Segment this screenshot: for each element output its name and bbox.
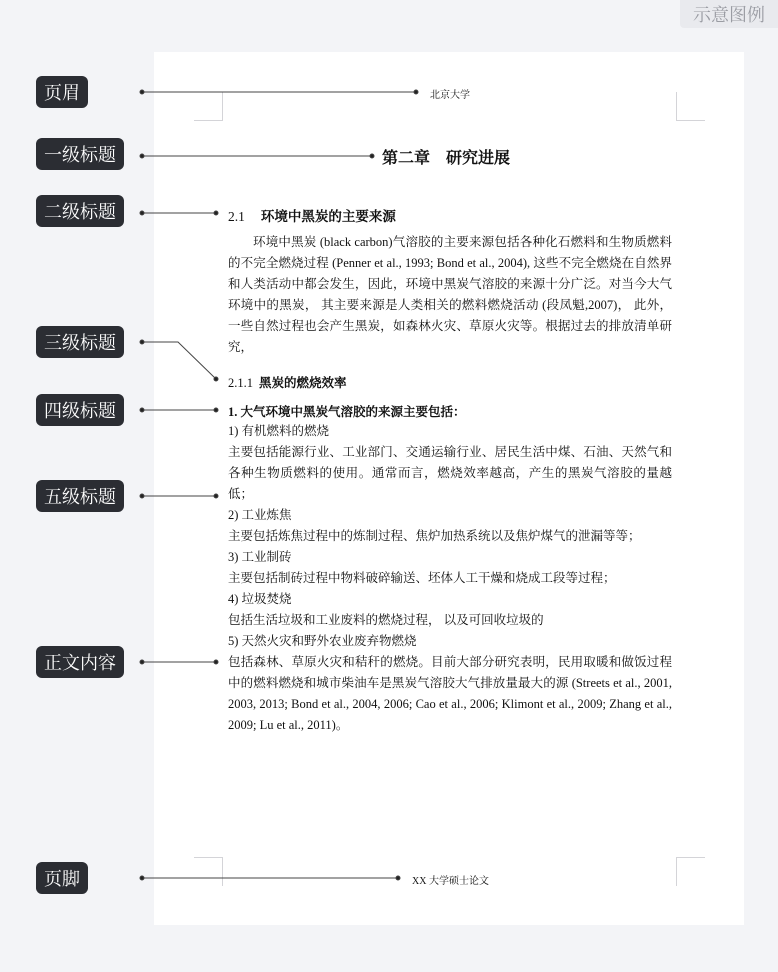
subsection-number: 2.1.1 [228,376,253,390]
list-item-desc: 主要包括炼焦过程中的炼制过程、焦炉加热系统以及焦炉煤气的泄漏等等； [228,529,641,543]
intro-paragraph: 环境中黑炭 (black carbon)气溶胶的主要来源包括各种化石燃料和生物质燃料的不完全燃烧过程 (Penner et al., 1993; Bond et al., 2004), 这些不完全燃烧在自然界和人类活动中都会发生，因此，环境中黑炭气溶胶的来源十分广泛。对当今大气环境中的黑炭， 其主要来源是人类相关的燃料燃烧活动 (段凤魁,2007)， 此外，一些自然过程也会产生黑炭，如森林火灾、草原火灾等。根据过去的排放清单研究， [228,235,672,354]
list-item-title: 2) 工业炼焦 [228,508,292,522]
section-number: 2.1 [228,209,245,224]
subsection-heading [228,373,347,391]
page-header-text: 北京大学 [430,90,470,101]
leader-h3 [142,342,216,379]
h4-heading: 1. 大气环境中黑炭气溶胶的来源主要包括： [228,405,466,419]
section-heading [228,205,396,225]
label-h2: 二级标题 [36,195,124,227]
list-item-desc: 主要包括制砖过程中物料破碎输送、坯体人工干燥和烧成工段等过程； [228,571,616,585]
legend-tag: 示意图例 [680,0,778,28]
list-item-desc: 包括森林、草原火灾和秸秆的燃烧。目前大部分研究表明，民用取暖和做饭过程中的燃料燃烧和城市柴油车是黑炭气溶胶大气排放量最大的源 (Streets et al., 2001, 2003, 2013; Bond et al., 2004, 2006; Cao et al., 2006; Klimont et al., 2009; Zhang et al., 2009; Lu et al., 2011)。 [228,655,672,732]
list-item-desc: 主要包括能源行业、工业部门、交通运输行业、居民生活中煤、石油、天然气和各种生物质燃料的使用。通常而言，燃烧效率越高，产生的黑炭气溶胶的量越低； [228,445,672,501]
page-footer-text: XX 大学硕士论文 [412,876,489,887]
items-list [228,421,672,736]
list-item-title: 5) 天然火灾和野外农业废弃物燃烧 [228,634,417,648]
list-item-title: 1) 有机燃料的燃烧 [228,424,330,438]
label-h5: 五级标题 [36,480,124,512]
label-h1: 一级标题 [36,138,124,170]
section-title: 环境中黑炭的主要来源 [260,209,396,224]
list-item-desc: 包括生活垃圾和工业废料的燃烧过程， 以及可回收垃圾的 [228,613,544,627]
list-item-title: 4) 垃圾焚烧 [228,592,292,606]
chapter-title: 第二章 研究进展 [382,150,511,167]
subsection-title: 黑炭的燃烧效率 [259,376,347,390]
label-footer: 页脚 [36,862,88,894]
label-h4: 四级标题 [36,394,124,426]
list-item-title: 3) 工业制砖 [228,550,292,564]
label-header: 页眉 [36,76,88,108]
label-h3: 三级标题 [36,326,124,358]
label-body: 正文内容 [36,646,124,678]
